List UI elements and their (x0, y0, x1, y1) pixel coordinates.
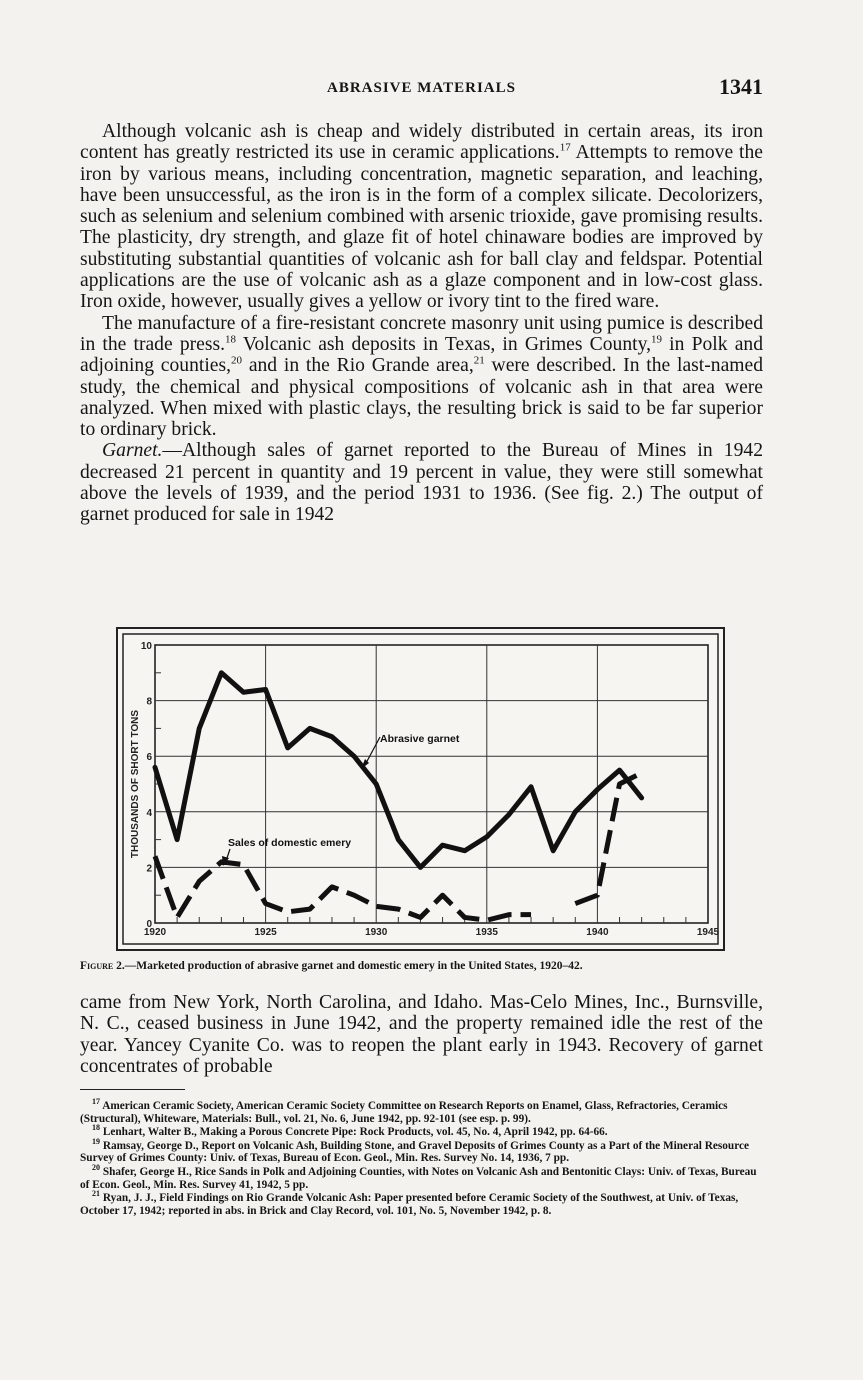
footnote-number: 20 (92, 1163, 100, 1173)
x-tick-label: 1945 (696, 927, 720, 938)
paragraph-masonry (80, 313, 763, 441)
paragraph-text: The manufacture of a fire-resistant concrete masonry unit using pumice is described in the trade press. (80, 312, 763, 355)
series-line-domestic-emery (155, 856, 531, 920)
figure-2-chart (116, 627, 725, 951)
footnote-ref: 21 (473, 354, 485, 367)
x-tick-label: 1925 (254, 927, 277, 938)
paragraph-text: Although volcanic ash is cheap and widely distributed in certain areas, its iron content has greatly restricted its use in ceramic applications. (80, 121, 763, 164)
x-tick-label: 1920 (143, 927, 167, 938)
paragraph-continued: came from New York, North Carolina, and Idaho. Mas-Celo Mines, Inc., Burnsville, N. C., ceased business in June 1942, and the property remained idle the rest of the year. Yancey Cyanite Co. was to reopen the plant early in 1943. Recovery of garnet concentrates of probable (80, 992, 763, 1077)
series-line-domestic-emery (575, 773, 641, 904)
footnote-number: 19 (92, 1137, 100, 1147)
footnote-text: Ryan, J. J., Field Findings on Rio Grande Volcanic Ash: Paper presented before Ceramic Society of the Southwest, at Univ. of Texas, October 17, 1942; reported in abs. in Brick and Clay Record, vol. 101, No. 5, November 1942, p. 8. (80, 1192, 739, 1217)
footnote-20 (80, 1163, 763, 1191)
caption-text: —Marketed production of abrasive garnet and domestic emery in the United States, 1920–42. (124, 960, 583, 972)
footnote-19 (80, 1137, 763, 1165)
paragraph-text: —Although sales of garnet reported to the Bureau of Mines in 1942 decreased 21 percent in quantity and 19 percent in value, they were still somewhat above the levels of 1939, and the period 1931 to 1936. (See fig. 2.) The output of garnet produced for sale in 1942 (80, 440, 763, 526)
paragraph-text: Attempts to remove the iron by various means, including concentration, magnetic separation, and leaching, have been unsuccessful, as the iron is in the form of a complex silicate. Decolorizers, such as selenium and selenium combined with arsenic trioxide, gave promising results. The plasticity, dry strength, and glaze fit of hotel chinaware bodies are improved by substituting substantial quantities of volcanic ash for ball clay and feldspar. Potential applications are the use of volcanic ash as a glaze component and in low-cost glass. Iron oxide, however, usually gives a yellow or ivory tint to the fired ware. (80, 142, 763, 313)
running-title: ABRASIVE MATERIALS (326, 80, 516, 96)
footnote-21 (80, 1189, 763, 1217)
footnote-text: Lenhart, Walter B., Making a Porous Concrete Pipe: Rock Products, vol. 45, No. 4, April 1942, pp. 64-66. (100, 1126, 608, 1139)
x-tick-label: 1940 (586, 927, 609, 938)
y-tick-label: 8 (146, 696, 152, 708)
paragraph-text: and in the Rio Grande area, (242, 355, 474, 377)
caption-label: Figure 2. (80, 960, 125, 972)
footnote-ref: 20 (231, 354, 243, 367)
paragraph-garnet (80, 440, 763, 525)
annotation-leader-garnet (365, 737, 380, 765)
footnote-18 (80, 1123, 763, 1139)
annotation-domestic-emery: Sales of domestic emery (228, 837, 352, 849)
figure-caption (80, 960, 763, 972)
running-header (80, 74, 763, 104)
y-tick-label: 10 (140, 641, 152, 652)
page-number: 1341 (719, 74, 763, 99)
footnote-text: Shafer, George H., Rice Sands in Polk and Adjoining Counties, with Notes on Volcanic Ash and Bentonitic Clays: Univ. of Texas, Bureau of Econ. Geol., Min. Res. Survey 41, 1942, 5 pp. (80, 1165, 757, 1191)
footnote-text: American Ceramic Society, American Ceramic Society Committee on Research Reports on Enamel, Glass, Refractories, Ceramics (Structural), Whiteware, Materials: Bull., vol. 21, No. 6, June 1942, pp. 92-101 (see esp. p. 99). (80, 1100, 728, 1125)
y-axis-label: THOUSANDS OF SHORT TONS (130, 709, 141, 859)
footnote-number: 21 (92, 1189, 100, 1199)
annotation-abrasive-garnet: Abrasive garnet (380, 733, 460, 745)
footnote-text: Ramsay, George D., Report on Volcanic Ash, Building Stone, and Gravel Deposits of Grimes County as a Part of the Mineral Resource Survey of Grimes County: Univ. of Texas, Bureau of Econ. Geol., Min. Res. Survey No. 14, 1936, 7 pp. (80, 1139, 750, 1165)
footnote-17 (80, 1097, 763, 1125)
line-chart (118, 629, 723, 949)
footnotes (80, 1097, 763, 1218)
y-tick-label: 0 (146, 919, 152, 930)
paragraph-text: in Polk and adjoining counties, (80, 333, 763, 377)
y-tick-label: 4 (146, 807, 152, 819)
y-tick-label: 2 (146, 863, 152, 875)
footnote-number: 18 (92, 1123, 100, 1133)
x-tick-label: 1935 (475, 927, 498, 938)
footnote-rule (80, 1089, 185, 1090)
body-text-top (80, 121, 763, 526)
footnote-ref: 19 (651, 333, 663, 346)
footnote-ref: 18 (225, 333, 237, 346)
paragraph-text: Volcanic ash deposits in Texas, in Grimes County, (236, 333, 652, 355)
y-tick-label: 6 (146, 752, 152, 764)
chart-inner-frame (123, 634, 718, 944)
body-text-bottom (80, 992, 763, 1077)
paragraph-volcanic-ash (80, 121, 763, 313)
footnote-ref: 17 (559, 141, 571, 154)
paragraph-text: were described. In the last-named study, the chemical and physical compositions of volcanic ash in that area were analyzed. When mixed with plastic clays, the resulting brick is said to be far superior to ordinary brick. (80, 355, 763, 441)
footnote-number: 17 (92, 1097, 100, 1107)
section-lead: Garnet. (102, 440, 163, 462)
x-tick-label: 1930 (365, 927, 388, 938)
